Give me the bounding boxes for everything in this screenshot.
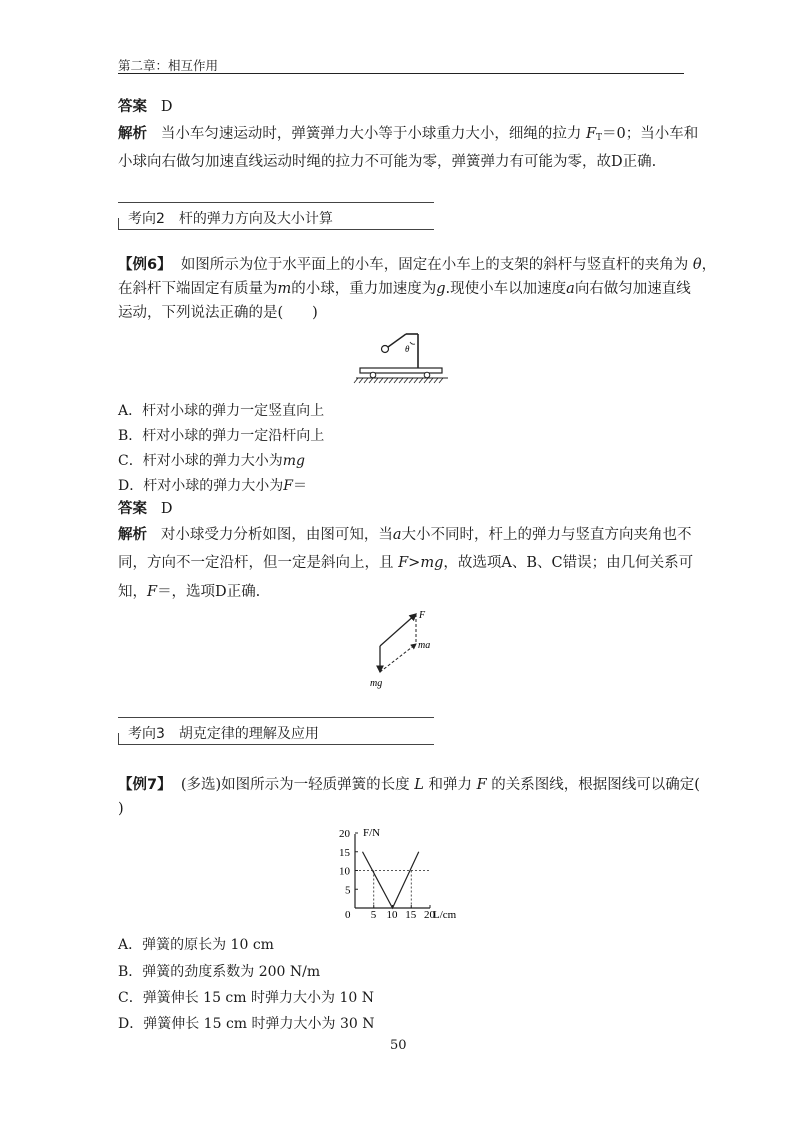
y-tick-label: 5 <box>345 884 351 897</box>
cart-figure <box>352 326 452 386</box>
y-tick-label: 10 <box>339 865 350 878</box>
prev-answer-line <box>118 97 172 117</box>
theta-symbol: θ <box>692 257 702 273</box>
example7-line-2: ) <box>118 801 124 817</box>
option-b: B．弹簧的劲度系数为 200 N/m <box>118 964 321 980</box>
inclined-rod <box>388 334 406 347</box>
section-title: 考向2 杆的弹力方向及大小计算 <box>128 211 333 227</box>
chart-series <box>363 852 419 908</box>
example-tag: 【例7】 <box>118 777 172 793</box>
question-text: 向右做匀加速直线 <box>574 281 691 297</box>
mass-symbol: m <box>277 281 292 297</box>
x-tick-label: 15 <box>405 909 417 921</box>
option-a: A．弹簧的原长为 10 cm <box>118 937 274 953</box>
section-heading-box <box>118 717 434 745</box>
force-f-label: F <box>419 610 426 621</box>
hatch-line <box>394 378 398 383</box>
analysis-text: 当小车匀速运动时，弹簧弹力大小等于小球重力大小，细绳的拉力 <box>160 126 586 142</box>
hatch-line <box>389 378 393 383</box>
x-tick-label: 5 <box>370 909 377 921</box>
gravity-symbol: g <box>436 281 446 297</box>
question-text: 在斜杆下端固定有质量为 <box>118 281 278 297</box>
ground-hatch <box>354 378 443 383</box>
force-ma-label: ma <box>418 640 431 651</box>
acceleration-symbol: a <box>392 527 402 543</box>
option-d: D．弹簧伸长 15 cm 时弹力大小为 30 N <box>118 1016 375 1032</box>
mg-symbol: mg <box>282 453 305 469</box>
example6-analysis-line-3 <box>118 582 260 602</box>
hatch-line <box>354 378 358 383</box>
example7-line-1 <box>118 775 700 795</box>
force-symbol: F <box>585 126 596 142</box>
question-text: 如图所示为位于水平面上的小车，固定在小车上的支架的斜杆与竖直杆的夹角为 <box>180 257 693 273</box>
f-symbol: F <box>476 777 487 793</box>
force-diagram <box>362 606 452 692</box>
force-ma-arrow <box>380 644 416 672</box>
hatch-line <box>404 378 408 383</box>
option-text: D．杆对小球的弹力大小为 <box>118 478 284 494</box>
analysis-text: ＝0；当小车和 <box>602 126 699 142</box>
gt-sign: > <box>408 555 421 571</box>
example6-line-2 <box>118 279 691 299</box>
y-axis-label: F/N <box>363 827 381 839</box>
hatch-line <box>379 378 383 383</box>
section-bottom-rule <box>118 229 434 230</box>
chart-reference-lines <box>355 871 430 909</box>
x-axis-label: L/cm <box>433 909 457 921</box>
example6-answer-line <box>118 499 172 519</box>
theta-label: θ <box>405 344 410 354</box>
example6-analysis-line-1 <box>118 525 691 545</box>
y-tick-label: 15 <box>339 846 350 859</box>
series-line <box>363 852 419 908</box>
hooke-chart <box>330 824 470 922</box>
hatch-line <box>434 378 438 383</box>
wheel-left <box>370 372 376 378</box>
example6-line-3: 运动，下列说法正确的是( ) <box>118 305 318 321</box>
answer-value: D <box>160 99 173 115</box>
question-text: 的小球，重力加速度为 <box>291 281 437 297</box>
question-text: ， <box>701 257 717 273</box>
section-title: 考向3 胡克定律的理解及应用 <box>128 726 319 742</box>
option-d <box>118 475 307 495</box>
page-number: 50 <box>390 1038 407 1053</box>
y-tick-label: 20 <box>339 828 350 840</box>
f-symbol: F <box>398 555 409 571</box>
analysis-text: ，故选项A、B、C错误；由几何关系可 <box>443 555 694 571</box>
hatch-line <box>399 378 403 383</box>
example6-line-1 <box>118 255 716 275</box>
hatch-line <box>419 378 423 383</box>
ball <box>382 346 389 353</box>
hatch-line <box>414 378 418 383</box>
mg-symbol: mg <box>420 555 444 571</box>
analysis-text: 同，方向不一定沿杆，但一定是斜向上，且 <box>118 555 399 571</box>
equals-sign: ＝ <box>292 478 307 494</box>
option-b: B．杆对小球的弹力一定沿杆向上 <box>118 428 325 444</box>
answer-label: 答案 <box>118 99 147 115</box>
analysis-text: 知， <box>118 584 147 600</box>
f-symbol: F <box>283 478 293 494</box>
question-text: (多选)如图所示为一轻质弹簧的长度 <box>180 777 415 793</box>
section-top-rule <box>118 717 434 718</box>
section-top-rule <box>118 202 434 203</box>
answer-label: 答案 <box>118 501 147 517</box>
question-text: 和弹力 <box>423 777 477 793</box>
prev-analysis-line-2: 小球向右做匀加速直线运动时绳的拉力不可能为零，弹簧弹力有可能为零，故D正确. <box>118 154 657 170</box>
f-symbol: F <box>147 584 158 600</box>
x-tick-label: 0 <box>345 909 351 921</box>
option-a: A．杆对小球的弹力一定竖直向上 <box>118 403 325 419</box>
question-text: 的关系图线，根据图线可以确定( <box>486 777 700 793</box>
prev-analysis-line-1 <box>118 124 698 148</box>
example-tag: 【例6】 <box>118 257 172 273</box>
option-c <box>118 450 305 470</box>
hatch-line <box>409 378 413 383</box>
x-tick-label: 20 <box>424 909 435 921</box>
length-symbol: L <box>414 777 424 793</box>
hatch-line <box>424 378 428 383</box>
analysis-label: 解析 <box>118 527 147 543</box>
option-text: C．杆对小球的弹力大小为 <box>118 453 283 469</box>
analysis-text: 对小球受力分析如图，由图可知，当 <box>160 527 393 543</box>
section-bottom-rule <box>118 744 434 745</box>
hatch-line <box>369 378 373 383</box>
force-mg-label: mg <box>370 678 383 689</box>
example6-analysis-line-2 <box>118 553 693 573</box>
question-text: .现使小车以加速度 <box>445 281 567 297</box>
analysis-text: ＝，选项D正确. <box>157 584 261 600</box>
chart-ticks <box>339 828 436 921</box>
hatch-line <box>374 378 378 383</box>
acceleration-symbol: a <box>566 281 575 297</box>
angle-arc <box>410 342 415 344</box>
analysis-label: 解析 <box>118 126 147 142</box>
option-c: C．弹簧伸长 15 cm 时弹力大小为 10 N <box>118 990 374 1006</box>
section-heading-box <box>118 202 434 230</box>
x-tick-label: 10 <box>386 909 398 921</box>
wheel-right <box>424 372 430 378</box>
analysis-text: 大小不同时，杆上的弹力与竖直方向夹角也不 <box>401 527 692 543</box>
force-subscript: T <box>596 133 603 143</box>
hatch-line <box>364 378 368 383</box>
hatch-line <box>429 378 433 383</box>
hatch-line <box>359 378 363 383</box>
header-rule <box>118 73 684 74</box>
answer-value: D <box>160 501 173 517</box>
hatch-line <box>384 378 388 383</box>
hatch-line <box>439 378 443 383</box>
chapter-header: 第二章：相互作用 <box>118 58 219 73</box>
force-f-arrow <box>380 614 416 646</box>
